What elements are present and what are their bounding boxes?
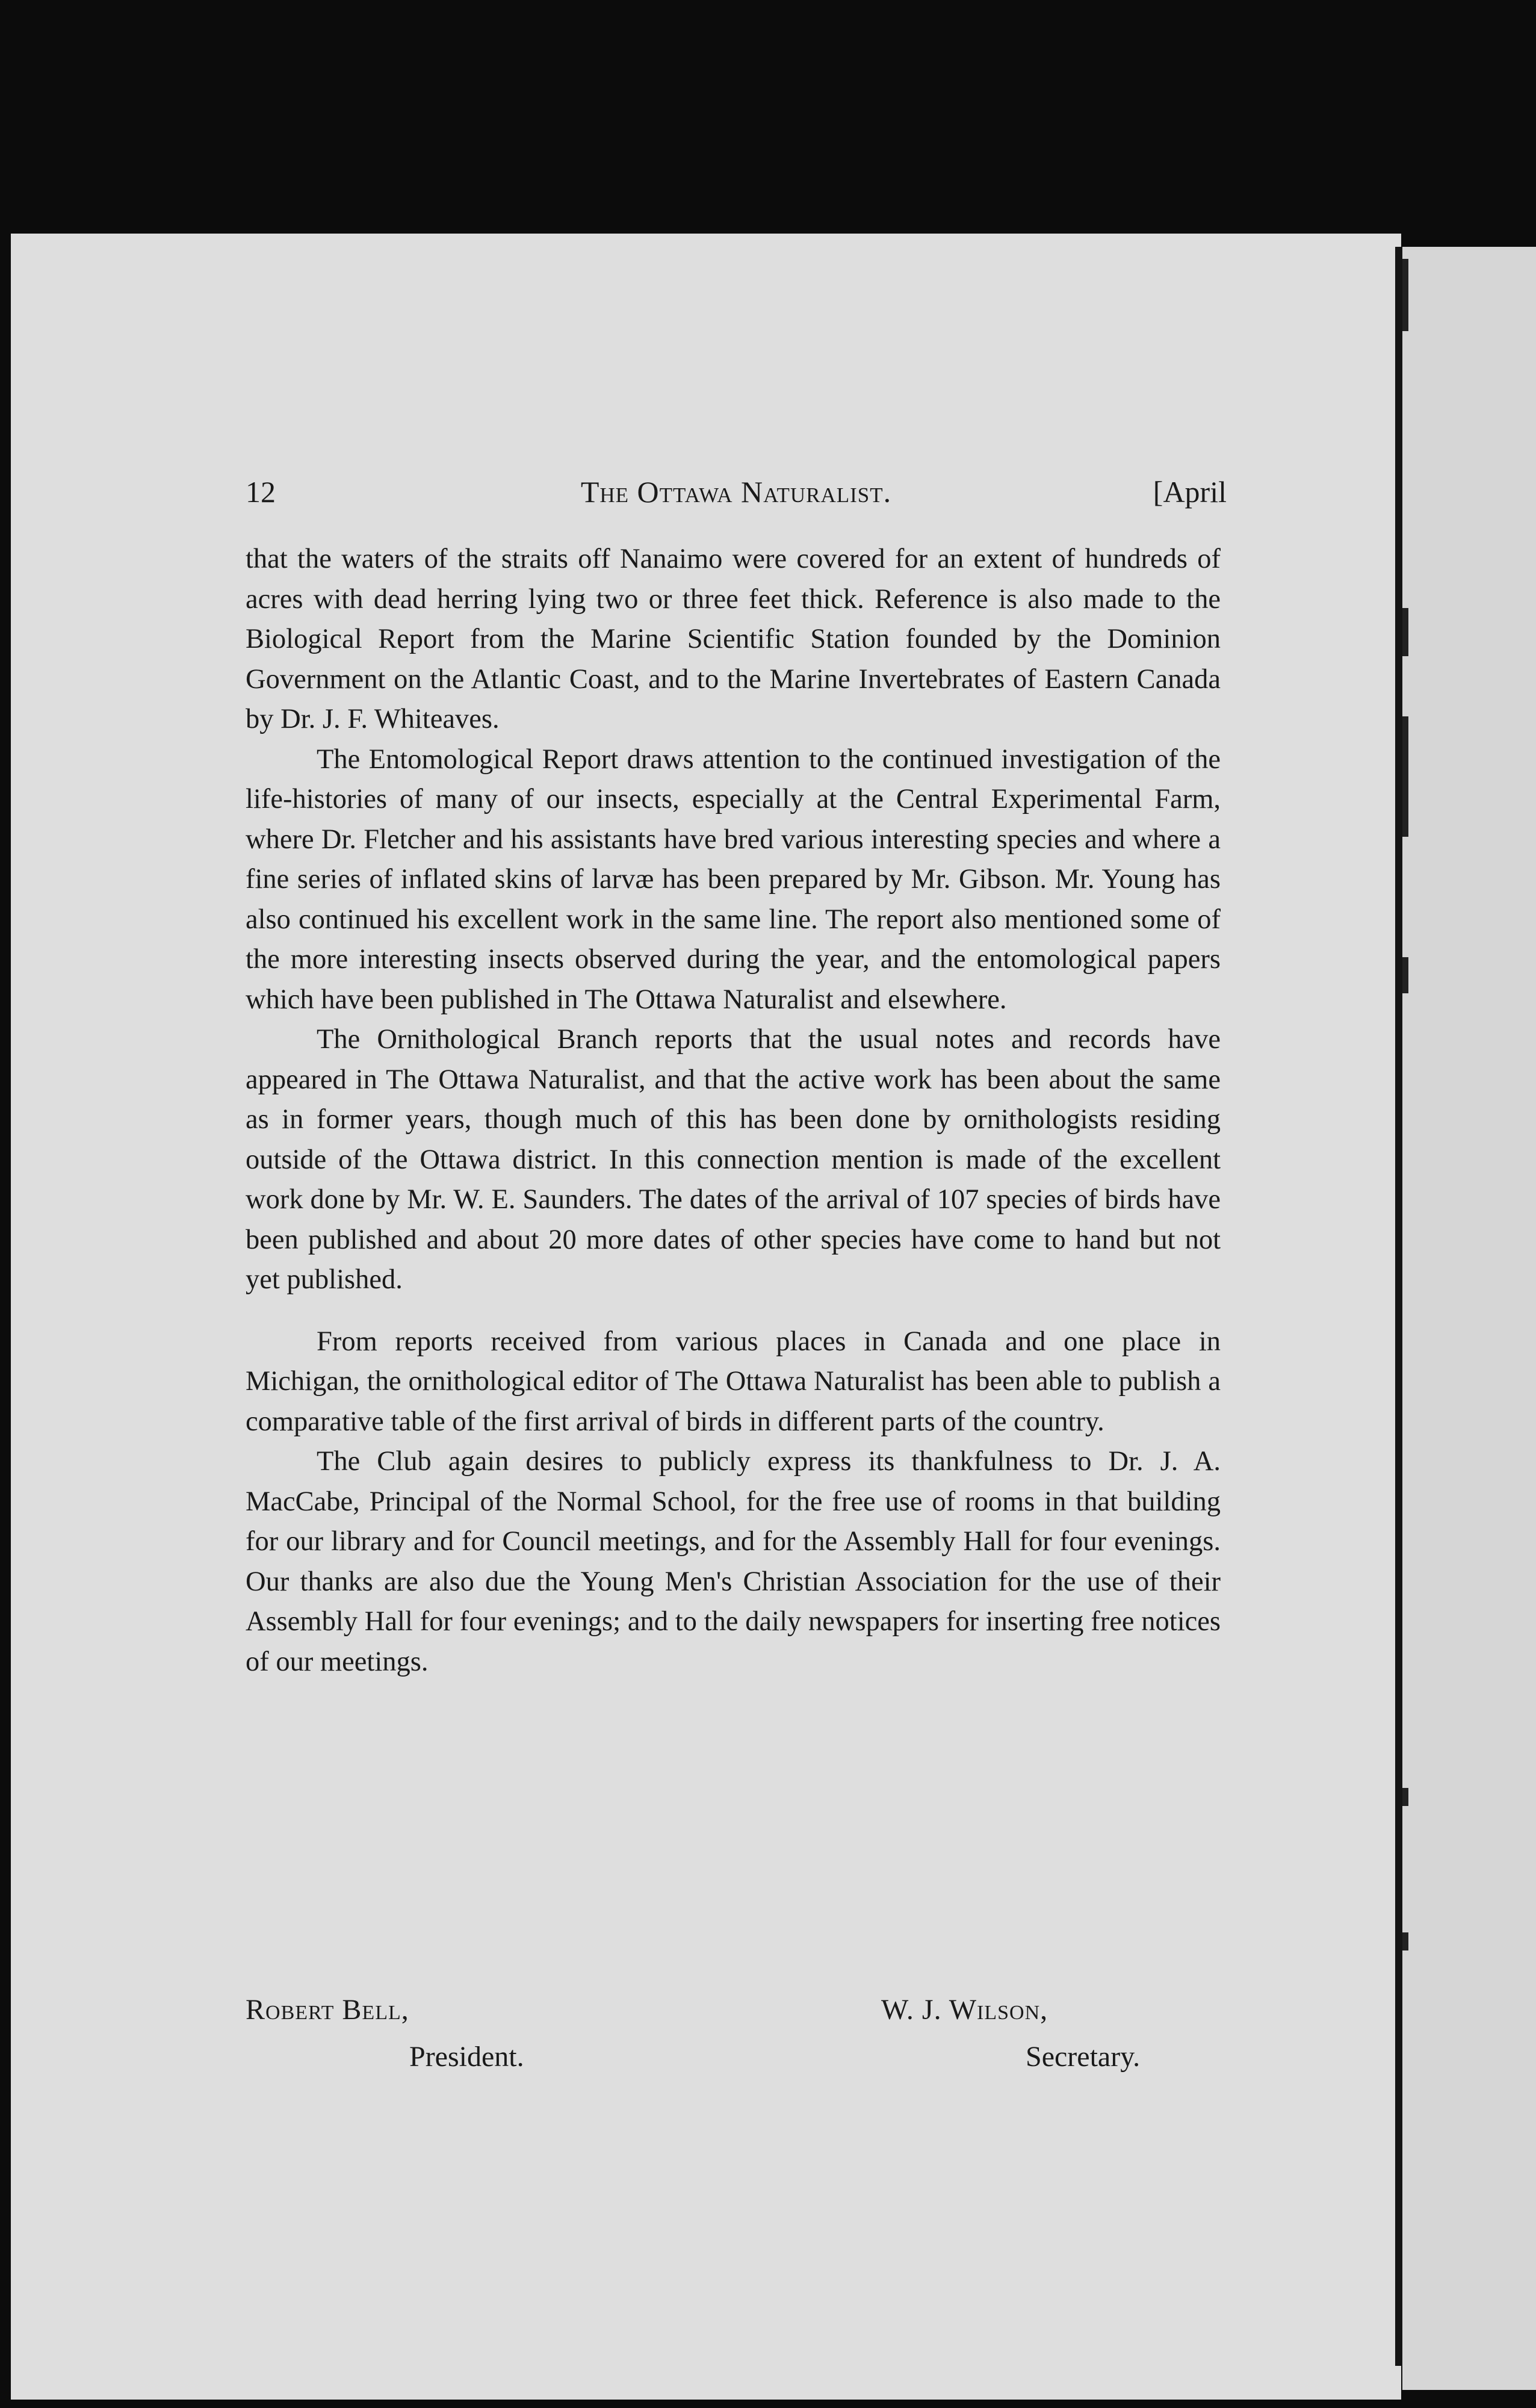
signatory-role: Secretary. bbox=[1026, 2041, 1141, 2073]
paragraph-4: From reports received from various places in Canada and one place in Michigan, the ornithological editor of The Ottawa Naturalist has been able to publish a comparative table of the first arrival of birds in different parts of the country. bbox=[246, 1326, 1221, 1437]
page-gutter bbox=[1395, 247, 1402, 2366]
signature-secretary bbox=[881, 1987, 1140, 2081]
signature-president bbox=[246, 1987, 524, 2081]
page-edge-mark bbox=[1402, 716, 1408, 837]
paragraph-1: that the waters of the straits off Nanaimo were covered for an extent of hundreds of acres with dead herring lying two or three feet thick. Reference is also made to the Biological Report from the Marine Scientific Station founded by the Dominion Government on the Atlantic Coast, and to the Marine Invertebrates of Eastern Canada by Dr. J. F. Whiteaves. bbox=[246, 544, 1221, 734]
issue-month: [April bbox=[1153, 475, 1227, 509]
signatory-name: W. J. Wilson, bbox=[881, 1994, 1048, 2026]
paragraph-3: The Ornithological Branch reports that the usual notes and records have appeared in The Ottawa Naturalist, and that the active work has been about the same as in former years, though much of this has been done by ornithologists residing outside of the Ottawa district. In this connection mention is made of the excellent work done by Mr. W. E. Saunders. The dates of the arrival of 107 species of birds have been published and about 20 more dates of other species have come to hand but not yet published. bbox=[246, 1024, 1221, 1295]
paragraph-2: The Entomological Report draws attention to the continued investigation of the life-histories of many of our insects, especially at the Central Experimental Farm, where Dr. Fletcher and his assistants have bred various interesting species and where a fine series of inflated skins of larvæ has been prepared by Mr. Gibson. Mr. Young has also continued his excellent work in the same line. The report also mentioned some of the more interesting insects observed during the year, and the entomological papers which have been published in The Ottawa Naturalist and elsewhere. bbox=[246, 743, 1221, 1015]
page-edge-mark bbox=[1402, 957, 1408, 993]
page-edge-mark bbox=[1402, 1932, 1408, 1950]
page-edge-mark bbox=[1402, 608, 1408, 656]
page-edge-mark bbox=[1402, 259, 1408, 331]
signatory-role: President. bbox=[409, 2041, 524, 2073]
signatory-name: Robert Bell, bbox=[246, 1994, 409, 2026]
page-number: 12 bbox=[246, 475, 276, 509]
page-edge-mark bbox=[1402, 1788, 1408, 1806]
article-body bbox=[246, 539, 1221, 1682]
adjacent-page-edge bbox=[1402, 247, 1536, 2390]
running-header bbox=[246, 468, 1227, 517]
journal-title: The Ottawa Naturalist. bbox=[580, 475, 892, 509]
paragraph-5: The Club again desires to publicly express its thankfulness to Dr. J. A. MacCabe, Principal of the Normal School, for the free use of rooms in that building for our library and for Council meetings, and for the Assembly Hall for four evenings. Our thanks are also due the Young Men's Christian Association for the use of their Assembly Hall for four evenings; and to the daily newspapers for inserting free notices of our meetings. bbox=[246, 1446, 1221, 1677]
